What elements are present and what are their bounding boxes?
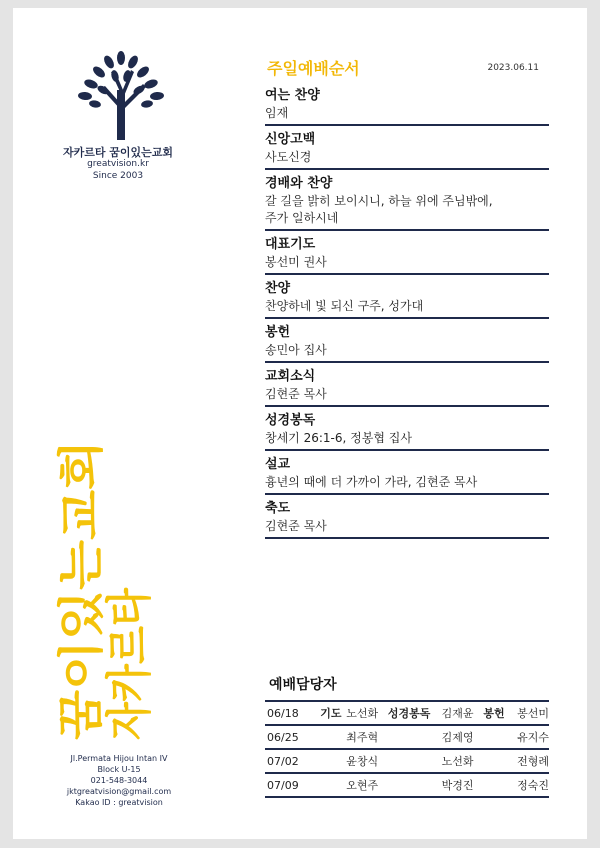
address-line2: Block U-15 — [97, 765, 141, 774]
church-contact — [13, 753, 225, 808]
order-item-desc: 임재 — [265, 106, 289, 120]
duty-prayer: 윤창식 — [344, 749, 386, 773]
bulletin-page — [13, 8, 587, 839]
phone: 021-548-3044 — [90, 776, 148, 785]
order-item — [265, 86, 549, 126]
kakao-id: Kakao ID : greatvision — [75, 798, 163, 807]
vertical-name-line2: 꿈이있는교회 — [54, 473, 108, 740]
duty-date: 06/18 — [265, 701, 318, 725]
duty-title: 예배담당자 — [269, 677, 337, 693]
order-item — [265, 279, 549, 319]
bulletin-date: 2023.06.11 — [487, 63, 539, 73]
order-item — [265, 367, 549, 407]
duty-offering: 봉선미 — [511, 701, 549, 725]
order-item-title: 경배와 찬양 — [265, 176, 333, 191]
order-item-desc: 김현준 목사 — [265, 519, 327, 533]
order-item-desc: 송민아 집사 — [265, 343, 327, 357]
table-row — [265, 701, 549, 725]
reading-label: 성경봉독 — [387, 707, 431, 720]
tree-icon — [71, 50, 171, 142]
bulletin-title: 주일예배순서 — [267, 59, 360, 78]
duty-reading: 박경진 — [440, 773, 482, 797]
order-item-desc: 창세기 26:1-6, 정봉협 집사 — [265, 431, 412, 445]
vertical-name-line1: 자카르타 — [102, 562, 156, 740]
table-row — [265, 725, 549, 749]
duty-reading: 노선화 — [440, 749, 482, 773]
order-item-title: 설교 — [265, 457, 291, 472]
order-item-title: 교회소식 — [265, 369, 316, 384]
duty-date: 07/02 — [265, 749, 318, 773]
order-item-title: 대표기도 — [265, 237, 316, 252]
order-item-title: 여는 찬양 — [265, 88, 320, 103]
order-item — [265, 235, 549, 275]
order-item — [265, 499, 549, 539]
duty-offering: 정숙진 — [511, 773, 549, 797]
duty-prayer: 오현주 — [344, 773, 386, 797]
offering-label: 봉헌 — [483, 707, 505, 720]
order-item-desc: 흉년의 때에 더 가까이 가라, 김현준 목사 — [265, 475, 478, 489]
order-item — [265, 174, 549, 231]
order-item-desc-line2: 주가 일하시네 — [265, 211, 339, 225]
order-item-title: 성경봉독 — [265, 413, 316, 428]
order-item-desc: 갈 길을 밝히 보이시니, 하늘 위에 주님밖에, — [265, 194, 493, 208]
prayer-label: 기도 — [320, 707, 342, 720]
order-item-title: 축도 — [265, 501, 291, 516]
church-website: greatvision.kr — [87, 159, 149, 169]
order-item-title: 신앙고백 — [265, 132, 316, 147]
order-item — [265, 411, 549, 451]
order-item-desc: 김현준 목사 — [265, 387, 327, 401]
table-row — [265, 749, 549, 773]
church-since: Since 2003 — [92, 171, 144, 181]
order-item — [265, 130, 549, 170]
duty-prayer: 노선화 — [344, 701, 386, 725]
order-item — [265, 455, 549, 495]
order-item — [265, 323, 549, 363]
address-line1: Jl.Permata Hijou Intan IV — [70, 754, 168, 763]
duty-reading: 김제영 — [440, 725, 482, 749]
duty-date: 06/25 — [265, 725, 318, 749]
church-website-block — [13, 158, 223, 182]
duty-reading: 김재윤 — [440, 701, 482, 725]
order-item-title: 봉헌 — [265, 325, 291, 340]
duty-prayer: 최주혁 — [344, 725, 386, 749]
duty-table — [265, 700, 549, 798]
order-item-title: 찬양 — [265, 281, 291, 296]
order-item-desc: 봉선미 권사 — [265, 255, 327, 269]
order-item-desc: 찬양하네 빛 되신 구주, 성가대 — [265, 299, 424, 313]
worship-order — [265, 86, 549, 543]
table-row — [265, 773, 549, 797]
vertical-church-name — [54, 436, 181, 742]
order-item-desc: 사도신경 — [265, 150, 312, 164]
email: jktgreatvision@gmail.com — [66, 787, 172, 796]
duty-date: 07/09 — [265, 773, 318, 797]
duty-offering: 전형례 — [511, 749, 549, 773]
church-name: 자카르타 꿈이있는교회 — [62, 146, 174, 159]
duty-offering: 유지수 — [511, 725, 549, 749]
